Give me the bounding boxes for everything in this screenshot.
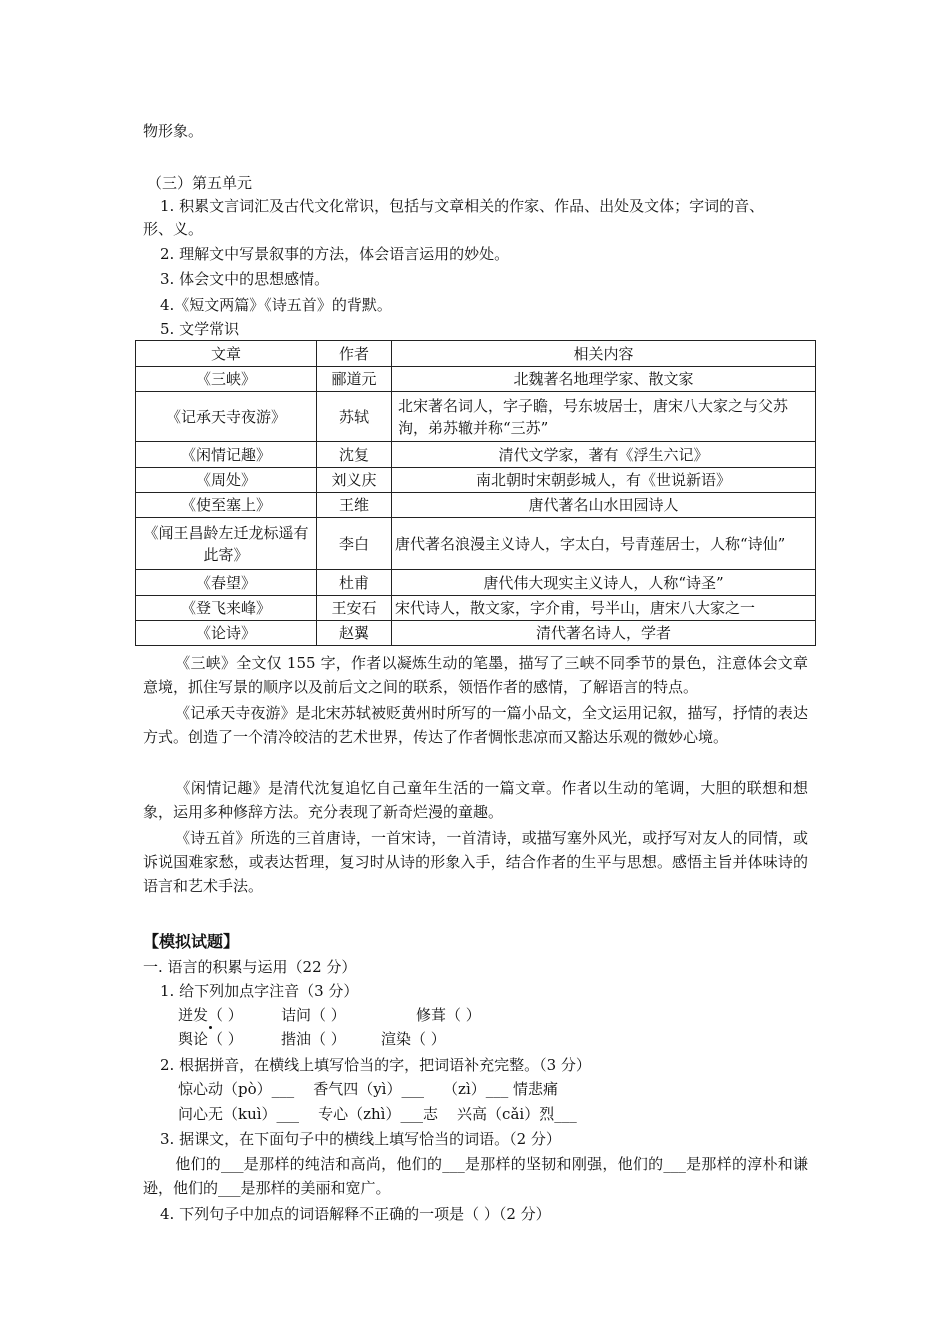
- table-cell-author: 王维: [317, 493, 392, 518]
- table-row: [136, 367, 816, 392]
- question-4: 4. 下列句子中加点的词语解释不正确的一项是（ ）（2 分）: [160, 1205, 551, 1223]
- paragraph-text: 《闲情记趣》是清代沈复追忆自己童年生活的一篇文章。作者以生动的笔调，大胆的联想和想象，运用多种修辞方法。充分表现了新奇烂漫的童趣。: [143, 779, 808, 821]
- table-cell-author: 刘义庆: [317, 468, 392, 493]
- table-header-content: 相关内容: [392, 341, 816, 367]
- table-cell-content: 清代著名诗人，学者: [392, 621, 816, 646]
- unit-item-1a: 1. 积累文言词汇及古代文化常识，包括与文章相关的作家、作品、出处及文体；字词的音、: [160, 197, 765, 215]
- table-cell-title: 《使至塞上》: [136, 493, 317, 518]
- q3-text: [143, 1152, 808, 1200]
- table-cell-content: 北宋著名词人，字子瞻，号东坡居士，唐宋八大家之与父苏洵，弟苏辙并称“三苏”: [392, 392, 816, 442]
- table-header-title: 文章: [136, 341, 317, 367]
- q2-row-1: 惊心动（pò）___ 香气四（yì）___ （zì）___ 情悲痛: [178, 1080, 559, 1098]
- table-cell-title: 《记承天寺夜游》: [136, 392, 317, 442]
- table-cell-title: 《论诗》: [136, 621, 317, 646]
- table-row: [136, 570, 816, 596]
- table-row: [136, 493, 816, 518]
- paragraph-text: 《记承天寺夜游》是北宋苏轼被贬黄州时所写的一篇小品文，全文运用记叙，描写，抒情的表达方式。创造了一个清冷皎洁的艺术世界，传达了作者惆怅悲凉而又豁达乐观的微妙心境。: [143, 704, 808, 746]
- unit-item-2: 2. 理解文中写景叙事的方法，体会语言运用的妙处。: [160, 245, 510, 263]
- unit-item-3: 3. 体会文中的思想感情。: [160, 270, 330, 288]
- q1-item-c: 修葺（ ）: [416, 1006, 481, 1024]
- table-row: [136, 621, 816, 646]
- table-cell-content: 唐代著名山水田园诗人: [392, 493, 816, 518]
- table-cell-author: 苏轼: [317, 392, 392, 442]
- paragraph-text: 《三峡》全文仅 155 字，作者以凝炼生动的笔墨，描写了三峡不同季节的景色，注意体会文章意境，抓住写景的顺序以及前后文之间的联系，领悟作者的感情，了解语言的特点。: [143, 654, 808, 696]
- paragraph-sanxia: [143, 651, 808, 699]
- table-cell-title: 《登飞来峰》: [136, 596, 317, 621]
- q1-item: [178, 1028, 243, 1050]
- table-cell-content: 北魏著名地理学家、散文家: [392, 367, 816, 392]
- question-1: 1. 给下列加点字注音（3 分）: [160, 982, 359, 1000]
- table-cell-title: 《三峡》: [136, 367, 317, 392]
- intro-tail: 物形象。: [143, 122, 204, 140]
- q1-item: [381, 1028, 446, 1050]
- q1-item: [281, 1028, 346, 1050]
- unit-item-4: 4.《短文两篇》《诗五首》的背默。: [160, 296, 392, 314]
- table-cell-content: 清代文学家，著有《浮生六记》: [392, 442, 816, 468]
- table-cell-content: 唐代著名浪漫主义诗人，字太白，号青莲居士，人称“诗仙”: [392, 518, 816, 570]
- table-row: [136, 392, 816, 442]
- q1-item: [416, 1004, 481, 1026]
- q1-item: [281, 1004, 346, 1026]
- table-row: [136, 518, 816, 570]
- q1-item-d: 舆论（ ）: [178, 1030, 243, 1048]
- q1-item-e: 揩油（ ）: [281, 1030, 346, 1048]
- table-cell-title: 《春望》: [136, 570, 317, 596]
- table-cell-content: 南北朝时宋朝彭城人，有《世说新语》: [392, 468, 816, 493]
- table-cell-author: 杜甫: [317, 570, 392, 596]
- table-cell-author: 赵翼: [317, 621, 392, 646]
- table-row: [136, 468, 816, 493]
- section-1-title: 一. 语言的积累与运用（22 分）: [143, 958, 357, 976]
- unit-item-1b: 形、义。: [143, 220, 204, 238]
- question-2: 2. 根据拼音，在横线上填写恰当的字，把词语补充完整。（3 分）: [160, 1056, 591, 1074]
- literature-table: [135, 340, 816, 646]
- q1-item-a: 迸发（ ）: [178, 1006, 243, 1024]
- unit-heading: （三）第五单元: [147, 174, 253, 192]
- table-row: [136, 596, 816, 621]
- table-header-row: [136, 341, 816, 367]
- question-3: 3. 据课文，在下面句子中的横线上填写恰当的词语。（2 分）: [160, 1130, 561, 1148]
- table-cell-title: 《闲情记趣》: [136, 442, 317, 468]
- table-cell-title: 《闻王昌龄左迁龙标遥有此寄》: [136, 518, 317, 570]
- table-cell-author: 王安石: [317, 596, 392, 621]
- q1-item-b: 诘问（ ）: [281, 1006, 346, 1024]
- table-cell-author: 郦道元: [317, 367, 392, 392]
- paragraph-text: 《诗五首》所选的三首唐诗，一首宋诗，一首清诗，或描写塞外风光，或抒写对友人的同情，或诉说国难家愁，或表达哲理，复习时从诗的形象入手，结合作者的生平与思想。感悟主旨并体味诗的语言和艺术手法。: [143, 829, 808, 895]
- q2-row-2: 问心无（kuì）___ 专心（zhì）___志 兴高（cǎi）烈___: [178, 1105, 577, 1123]
- table-cell-title: 《周处》: [136, 468, 317, 493]
- table-cell-author: 李白: [317, 518, 392, 570]
- table-cell-author: 沈复: [317, 442, 392, 468]
- table-row: [136, 442, 816, 468]
- q3-text-content: 他们的___是那样的纯洁和高尚，他们的___是那样的坚韧和刚强，他们的___是那样的淳朴和谦逊，他们的___是那样的美丽和宽广。: [143, 1155, 808, 1197]
- table-cell-content: 唐代伟大现实主义诗人，人称“诗圣”: [392, 570, 816, 596]
- q1-item: [178, 1004, 243, 1026]
- table-header-author: 作者: [317, 341, 392, 367]
- unit-item-5: 5. 文学常识: [160, 320, 240, 338]
- table-cell-content: 宋代诗人，散文家，字介甫，号半山，唐宋八大家之一: [392, 596, 816, 621]
- paragraph-chengtiansi: [143, 701, 808, 749]
- paragraph-shiwushou: [143, 826, 808, 898]
- mock-heading: 【模拟试题】: [143, 932, 240, 951]
- q1-item-f: 渲染（ ）: [381, 1030, 446, 1048]
- paragraph-xianqing: [143, 776, 808, 824]
